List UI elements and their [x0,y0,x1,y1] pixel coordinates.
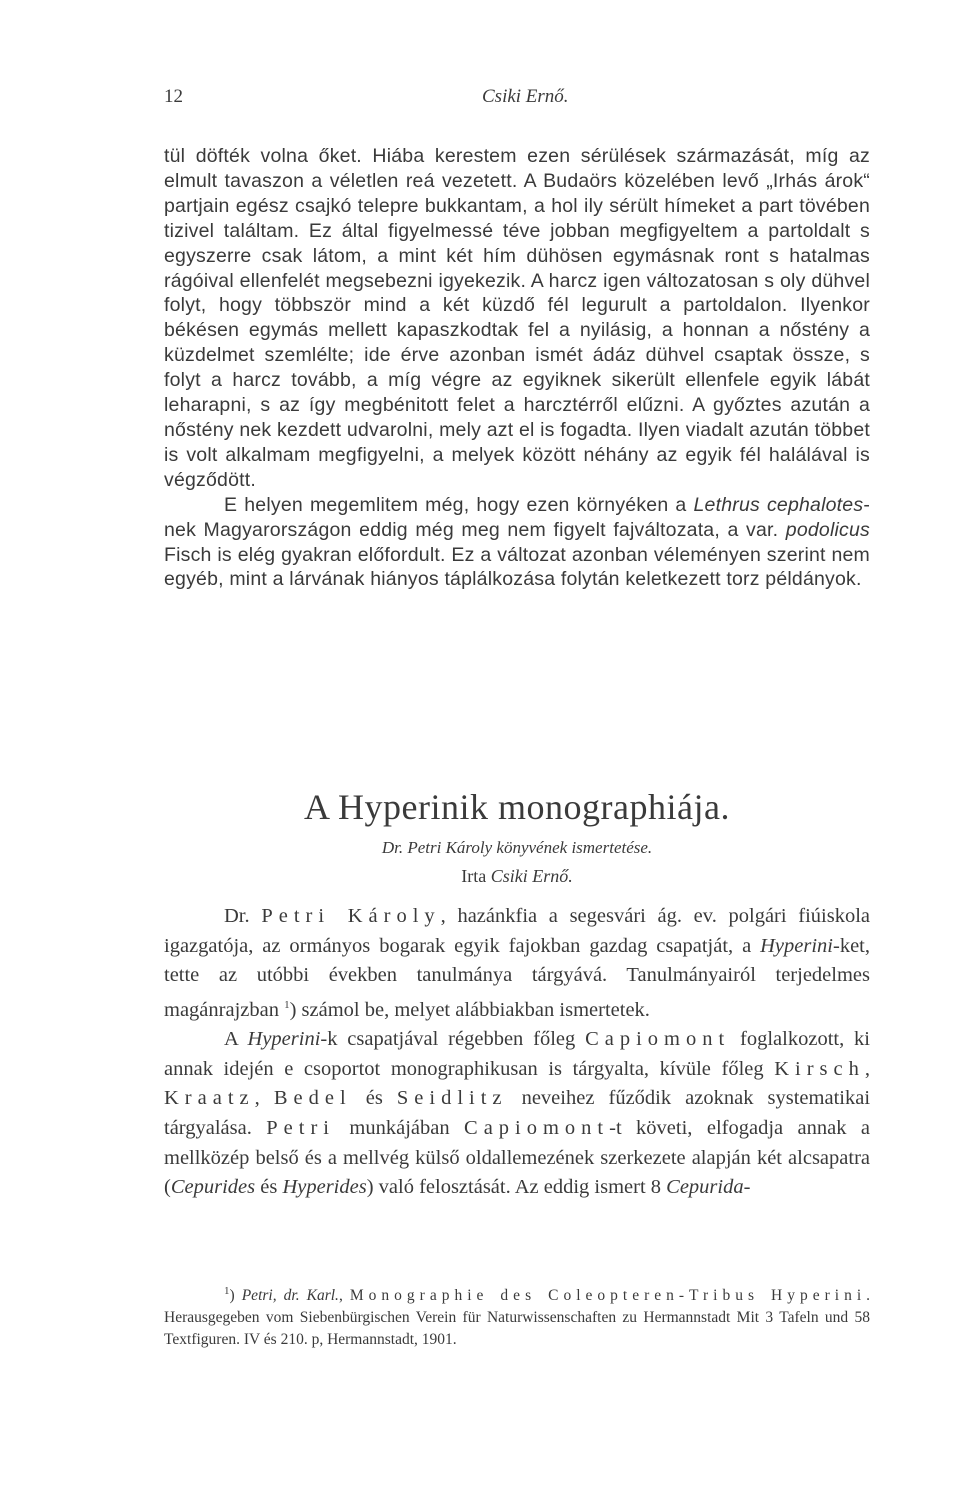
person-name: Seidlitz [396,1087,508,1110]
article-paragraph-1 [164,902,870,1025]
footnote-title: Monographie des Coleopteren-Tribus Hyperini [349,1287,867,1305]
taxon-name: Hyperini [247,1028,321,1051]
text-span: Dr. [224,905,262,927]
text-span: foglalkozott, ki annak idején e csoportot monographikusan is tárgyalta, kívüle főleg [164,1028,870,1080]
person-name: Capiomont [464,1116,610,1139]
running-title: Csiki Ernő. [482,86,569,107]
text-span: -ket, tette az utóbbi években tanulmánya tárgyává. Tanulmányairól terjedelmes magánrajzban [164,934,870,1021]
person-name: Bedel [273,1087,352,1110]
footnote-mark: 1 [224,1285,230,1297]
text-span: A [224,1028,248,1051]
footnote [164,1280,870,1351]
text-span: ) való felosztását. Az eddig ismert 8 [366,1176,667,1199]
footnote-text: $^1$) Petri, dr. Karl., Monographie des Coleopteren-Tribus Hyperini. Herausgegeben vom Siebenbürgischen Verein für Naturwissenschaften zu Hermannstadt Mit 3 Tafeln und 58 Textfiguren. IV és 210. p, Hermannstadt, 1901. [164,1285,871,1349]
footnote-author: Petri, dr. Karl. [241,1287,339,1305]
text-span: ) számol be, melyet alábbiakban ismertetek. [289,998,650,1021]
footnote-rest: . Herausgegeben vom Siebenbürgischen Verein für Naturwissenschaften zu Hermannstadt Mit 3 Tafeln und 58 Textfiguren. IV és 210. p, Hermannstadt, 1901. [164,1287,871,1349]
text-span: -t követi, elfogadja annak a mellközép belső és a mellvég külső oldallemezének szerkezete alapján két alcsapatra ( [164,1116,870,1199]
taxon-name: Hyperides [282,1176,367,1199]
byline-author: Csiki Ernő. [490,866,573,886]
text-span: Fisch is elég gyakran előfordult. Ez a változat azonban véleményen szerint nem egyéb, mint a lárvának hiányos táplálkozása folytán keletkezett torz példányok. [164,543,870,591]
text-span: munkájában [334,1116,465,1139]
text-span: neveihez fűződik azoknak systematikai tárgyalása. [164,1087,871,1139]
paragraph-1: tül döfték volna őket. Hiába kerestem ezen sérülések származását, míg az elmult tavaszon a véletlen reá vezetett. A Budaörs közelében levő „Irhás árok“ partjain egész csajkó telepre bukkantam, a hol ily sérült hímeket a part tövében tizivel találtam. Ez által figyelmessé téve jobban megfigyeltem a partoldalt s egyszerre csak látom, a mint két hím dühösen egymásnak ront s hatalmas rágóival ellenfelét megsebezni igyekezik. A harcz igen változatosan s oly dühvel folyt, hogy többször mind a két küzdő fél legurult a partoldalon. Ilyenkor békésen egymás mellett kapaszkodtak fel a nyilásig, a honnan a nőstény a küzdelmet szemlélte; ide érve azonban ismét ádáz dühvel csaptak össze, s folyt a harcz tovább, a míg végre az egyiknek sikerült ellenfele egyik lábát leharapni, s az így megbénitott felet a harcztérről elűzni. A győztes azután a nőstény nek kezdett udvarolni, mely azt el is fogadta. Ilyen viadalt azután többet is volt alkalmam megfigyelni, a melyek között néhány az egyik fél halálával is végződött. [164,145,870,491]
person-name: Capiomont [585,1028,731,1051]
text-span: , [254,1087,274,1110]
taxon-name: Cepurides [170,1176,256,1199]
text-span: , [338,1287,350,1305]
taxon-name: Lethrus cephalotes [693,493,864,516]
text-span: és [351,1087,397,1110]
article-text [164,902,870,1203]
footnote-ref: 1 [284,998,290,1011]
body-text [164,144,870,592]
text-span: -k csapatjával régebben főleg [320,1028,586,1051]
text-span: -nek Magyarországon eddig még meg nem figyelt fajváltozata, a var. [164,493,871,541]
section-title: A Hyperinik monographiája. [304,787,730,827]
taxon-name: podolicus [785,518,870,541]
text-span: E helyen megemlitem még, hogy ezen környéken a [224,493,694,516]
person-name: Kirsch [774,1057,865,1080]
article-paragraph-2 [164,1025,870,1203]
text-span: és [255,1176,283,1199]
taxon-name: Hyperini [760,934,833,957]
person-name: Petri [266,1116,335,1139]
paragraph-2 [164,493,870,593]
text-span: , [864,1057,870,1080]
taxon-name: Cepurida- [666,1176,751,1199]
person-name: Petri Károly [261,905,441,927]
byline [164,866,870,887]
byline-prefix: Irta [461,866,491,886]
section-subtitle: Dr. Petri Károly könyvének ismertetése. [381,838,653,857]
text-span: , hazánkfia a segesvári ág. ev. polgári fiúiskola igazgatója, az ormányos bogarak egyik fajokban gazdag csapatját, a [164,905,870,957]
person-name: Kraatz [164,1087,255,1110]
page-number: 12 [164,86,183,107]
